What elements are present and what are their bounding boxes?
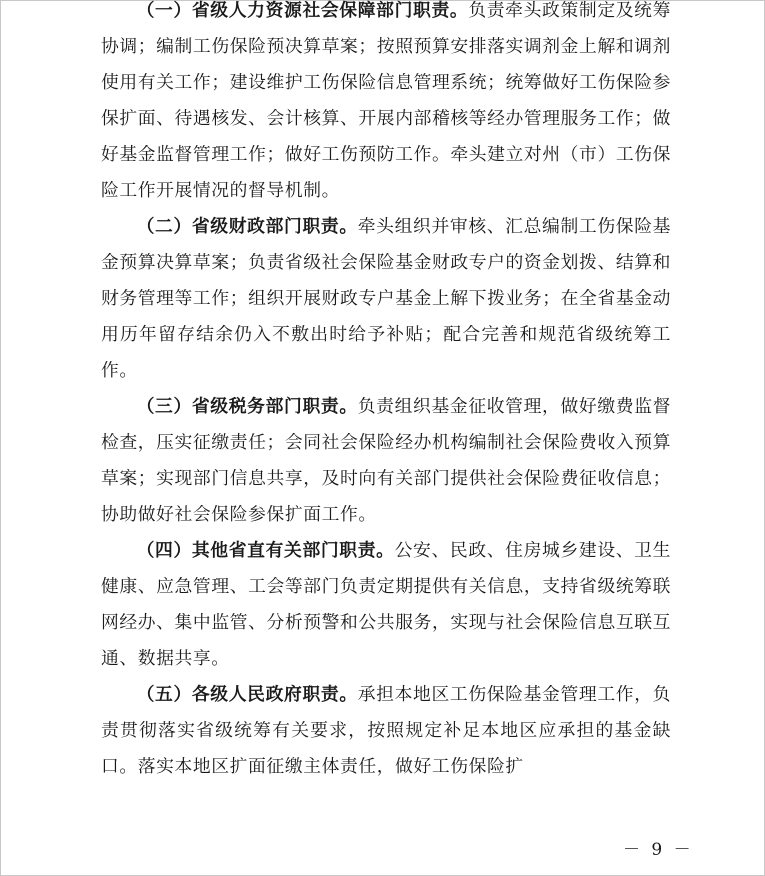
paragraph-other-departments: [101, 533, 671, 677]
document-body: [101, 0, 671, 785]
paragraph-heading: （二）省级财政部门职责。: [136, 216, 358, 237]
paragraph-heading: （五）各级人民政府职责。: [136, 684, 358, 705]
paragraph-provincial-hrss: [101, 0, 671, 209]
paragraph-local-government: [101, 677, 671, 785]
paragraph-provincial-finance: [101, 209, 671, 389]
paragraph-provincial-tax: [101, 389, 671, 533]
page-number: － 9 －: [623, 840, 694, 860]
paragraph-heading: （三）省级税务部门职责。: [136, 396, 358, 417]
paragraph-text: 承担本地区工伤保险基金管理工作，负责贯彻落实省级统筹有关要求，按照规定补足本地区应承担的基金缺口。落实本地区扩面征缴主体责任，做好工伤保险扩: [101, 684, 671, 777]
paragraph-text: 牵头组织并审核、汇总编制工伤保险基金预算决算草案；负责省级社会保险基金财政专户的资金划拨、结算和财务管理等工作；组织开展财政专户基金上解下拨业务；在全省基金动用历年留存结余仍入不敷出时给予补贴；配合完善和规范省级统筹工作。: [101, 216, 671, 381]
paragraph-heading: （一）省级人力资源社会保障部门职责。: [136, 0, 469, 21]
paragraph-text: 负责牵头政策制定及统筹协调；编制工伤保险预决算草案；按照预算安排落实调剂金上解和调剂使用有关工作；建设维护工伤保险信息管理系统；统筹做好工伤保险参保扩面、待遇核发、会计核算、开展内部稽核等经办管理服务工作；做好基金监督管理工作；做好工伤预防工作。牵头建立对州（市）工伤保险工作开展情况的督导机制。: [101, 0, 671, 201]
paragraph-text: 公安、民政、住房城乡建设、卫生健康、应急管理、工会等部门负责定期提供有关信息，支持省级统筹联网经办、集中监管、分析预警和公共服务，实现与社会保险信息互联互通、数据共享。: [101, 540, 671, 669]
paragraph-text: 负责组织基金征收管理，做好缴费监督检查，压实征缴责任；会同社会保险经办机构编制社会保险费收入预算草案；实现部门信息共享，及时向有关部门提供社会保险费征收信息；协助做好社会保险参保扩面工作。: [101, 396, 671, 525]
paragraph-heading: （四）其他省直有关部门职责。: [136, 540, 395, 561]
